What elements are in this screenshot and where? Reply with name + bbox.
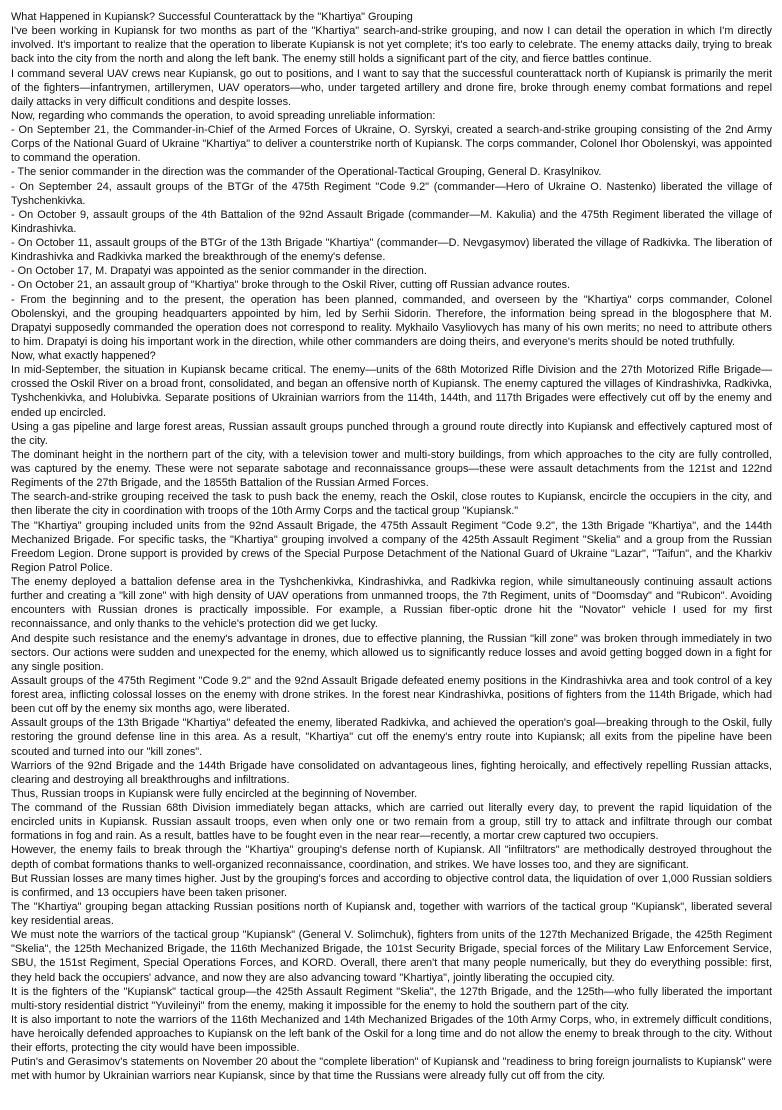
paragraph: The enemy deployed a battalion defense area in the Tyshchenkivka, Kindrashivka, and Radkivka region, while simultaneously continuing assault actions further and creating a "kill zone" with high density of UAV operations from unmanned troops, the 7th Regiment, units of "Doomsday" and "Rubicon". Avoiding encounters with Russian drones is practically impossible. For example, a Russian fiber-optic drone hit the "Novator" vehicle I used for my first reconnaissance, and only thanks to the vehicle's protection did we get lucky. (11, 576, 772, 631)
paragraph: And despite such resistance and the enemy's advantage in drones, due to effective planning, the Russian "kill zone" was broken through immediately in two sectors. Our actions were sudden and unexpected for the enemy, which allowed us to significantly reduce losses and avoid getting bogged down in a fight for any single position. (11, 632, 772, 673)
list-item: - On October 11, assault groups of the BTGr of the 13th Brigade "Khartiya" (commander—D. Nevgasymov) liberated the village of Radkivka. The liberation of Kindrashivka and Radkivka marked the breakthrough of the enemy's defense. (11, 237, 772, 264)
list-item: - On October 9, assault groups of the 4th Battalion of the 92nd Assault Brigade (commander—M. Kakulia) and the 475th Regiment liberated the village of Kindrashivka. (11, 208, 772, 235)
list-item: - On September 24, assault groups of the BTGr of the 475th Regiment "Code 9.2" (commander—Hero of Ukraine O. Nastenko) liberated the village of Tyshchenkivka. (11, 180, 772, 207)
article (11, 10, 772, 1084)
list-item: - From the beginning and to the present, the operation has been planned, commanded, and overseen by the "Khartiya" corps commander, Colonel Obolenskyi, and the grouping headquarters appointed by him, led by Serhii Sidorin. Therefore, the information being spread in the blogosphere that M. Drapatyi supposedly commanded the operation does not correspond to reality. Mykhailo Vasyliovych has many of his own merits; no need to attribute others to him. Drapatyi is doing his important work in the direction, while other commanders are doing theirs, and everyone's merits should be noted truthfully. (11, 293, 772, 348)
paragraph: The "Khartiya" grouping included units from the 92nd Assault Brigade, the 475th Assault Regiment "Code 9.2", the 13th Brigade "Khartiya", and the 144th Mechanized Brigade. For specific tasks, the "Khartiya" grouping involved a company of the 425th Assault Regiment "Skelia" and a group from the Russian Freedom Legion. Drone support is provided by crews of the Special Purpose Detachment of the National Guard of Ukraine "Lazar", "Taifun", and the Kharkiv Region Patrol Police. (11, 519, 772, 574)
paragraph: Putin's and Gerasimov's statements on November 20 about the "complete liberation" of Kupiansk and "readiness to bring foreign journalists to Kupiansk" were met with humor by Ukrainian warriors near Kupiansk, since by that time the Russians were already fully cut off from the city. (11, 1056, 772, 1083)
list-item: - On October 21, an assault group of "Khartiya" broke through to the Oskil River, cutting off Russian advance routes. (11, 279, 571, 292)
paragraph: Thus, Russian troops in Kupiansk were fully encircled at the beginning of November. (11, 787, 418, 800)
list-item: - The senior commander in the direction was the commander of the Operational-Tactical Grouping, General D. Krasylnikov. (11, 166, 602, 179)
paragraph: Using a gas pipeline and large forest areas, Russian assault groups punched through a ground route directly into Kupiansk and effectively captured most of the city. (11, 420, 772, 447)
paragraph: The dominant height in the northern part of the city, with a television tower and multi-story buildings, from which approaches to the city are fully controlled, was captured by the enemy. These were not separate sabotage and reconnaissance groups—these were assault detachments from the 121st and 122nd Regiments of the 27th Brigade, and the 1855th Battalion of the Russian Armed Forces. (11, 448, 772, 490)
paragraph: The search-and-strike grouping received the task to push back the enemy, reach the Oskil, close routes to Kupiansk, encircle the occupiers in the city, and then liberate the city in coordination with troops of the 10th Army Corps and the tactical group "Kupiansk." (11, 491, 772, 518)
paragraph: However, the enemy fails to break through the "Khartiya" grouping's defense north of Kupiansk. All "infiltrators" are methodically destroyed throughout the depth of combat formations thanks to well-organized reconnaissance, coordination, and strikes. We have losses too, and they are significant. (11, 844, 772, 871)
paragraph: I've been working in Kupiansk for two months as part of the "Khartiya" search-and-strike grouping, and now I can detail the operation in which I'm directly involved. It's important to realize that the operation to liberate Kupiansk is not yet complete; it's too early to celebrate. The enemy attacks daily, trying to break back into the city from the north and along the left bank. The enemy still holds a significant part of the city, and fierce battles continue. (11, 25, 772, 66)
paragraph: Warriors of the 92nd Brigade and the 144th Brigade have consolidated on advantageous lines, fighting heroically, and effectively repelling Russian attacks, clearing and destroying all breakthroughs and infiltrations. (11, 759, 772, 786)
list-item: - On September 21, the Commander-in-Chief of the Armed Forces of Ukraine, O. Syrskyi, created a search-and-strike grouping consisting of the 2nd Army Corps of the National Guard of Ukraine "Khartiya" to deliver a counterstrike north of Kupiansk. The corps commander, Colonel Ihor Obolenskyi, was appointed to command the operation. (11, 124, 772, 165)
paragraph: In mid-September, the situation in Kupiansk became critical. The enemy—units of the 68th Motorized Rifle Division and the 27th Motorized Rifle Brigade—crossed the Oskil River on a broad front, consolidated, and began an offensive north of Kupiansk. The enemy captured the villages of Kindrashivka, Radkivka, Tyshchenkivka, and Holubivka. Separate positions of Ukrainian warriors from the 114th, 144th, and 117th Brigades were effectively cut off by the enemy and ended up encircled. (11, 364, 772, 419)
article-title: What Happened in Kupiansk? Successful Counterattack by the "Khartiya" Grouping (11, 11, 413, 23)
paragraph: The command of the Russian 68th Division immediately began attacks, which are carried out literally every day, to prevent the rapid liquidation of the encircled units in Kupiansk. Russian assault troops, even when only one or two remain from a group, still try to attack and infiltrate through our combat formations in fog and rain. As a result, battles have to be fought even in the near rear—recently, a mortar crew captured two occupiers. (11, 802, 772, 843)
list-item: - On October 17, M. Drapatyi was appointed as the senior commander in the direction. (11, 265, 427, 278)
paragraph: It is also important to note the warriors of the 116th Mechanized and 14th Mechanized Brigades of the 10th Army Corps, who, in extremely difficult conditions, have heroically defended approaches to Kupiansk on the left bank of the Oskil for a long time and do not allow the enemy to break through to the city. Without their efforts, protecting the city would have been impossible. (11, 1013, 772, 1055)
paragraph: It is the fighters of the "Kupiansk" tactical group—the 425th Assault Regiment "Skelia", the 127th Brigade, and the 125th—who fully liberated the important multi-story residential district "Yuvileinyi" from the enemy, making it impossible for the enemy to hold the southern part of the city. (11, 985, 772, 1012)
paragraph: The "Khartiya" grouping began attacking Russian positions north of Kupiansk and, together with warriors of the tactical group "Kupiansk", liberated several key residential areas. (11, 900, 772, 927)
paragraph: We must note the warriors of the tactical group "Kupiansk" (General V. Solimchuk), fighters from units of the 127th Mechanized Brigade, the 425th Regiment "Skelia", the 125th Mechanized Brigade, the 116th Mechanized Brigade, the 101st Security Brigade, special forces of the Military Law Enforcement Service, SBU, the 151st Regiment, Special Operations Forces, and KORD. Overall, there aren't that many people numerically, but they do everything possible: first, they held back the occupiers' advance, and now they are also advancing toward "Khartiya", jointly liberating the occupied city. (11, 929, 772, 984)
paragraph: Assault groups of the 13th Brigade "Khartiya" defeated the enemy, liberated Radkivka, and achieved the operation's goal—breaking through to the Oskil, fully restoring the ground defense line in this area. As a result, "Khartiya" cut off the enemy's entry route into Kupiansk; all exits from the pipeline have been scouted and turned into our "kill zones". (11, 717, 772, 758)
paragraph: Now, regarding who commands the operation, to avoid spreading unreliable information: (11, 109, 436, 122)
paragraph: I command several UAV crews near Kupiansk, go out to positions, and I want to say that the successful counterattack north of Kupiansk is primarily the merit of the fighters—infantrymen, artillerymen, UAV operators—who, under targeted artillery and drone fire, broke through enemy combat formations and repel daily attacks in very difficult conditions and despite losses. (11, 67, 772, 108)
paragraph: Assault groups of the 475th Regiment "Code 9.2" and the 92nd Assault Brigade defeated enemy positions in the Kindrashivka area and took control of a key forest area, inflicting colossal losses on the enemy with drone strikes. In the forest near Kindrashivka, positions of fighters from the 114th Brigade, which had been cut off by the enemy six months ago, were liberated. (11, 674, 772, 716)
paragraph: But Russian losses are many times higher. Just by the grouping's forces and according to objective control data, the liquidation of over 1,000 Russian soldiers is confirmed, and 13 occupiers have been taken prisoner. (11, 872, 772, 899)
paragraph: Now, what exactly happened? (11, 350, 156, 362)
